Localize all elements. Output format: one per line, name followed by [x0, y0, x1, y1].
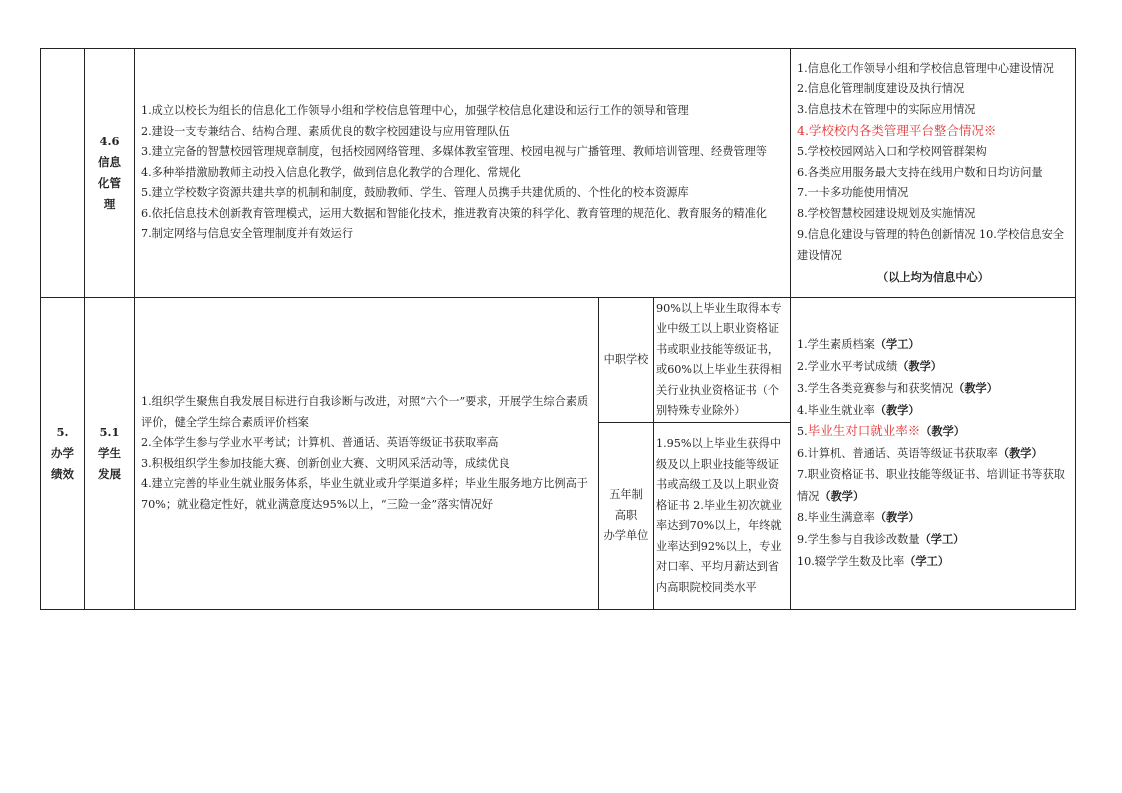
- requirement-item: 2.全体学生参与学业水平考试；计算机、普通话、英语等级证书获取率高: [141, 436, 499, 449]
- evidence-text: 6.计算机、普通话、英语等级证书获取率: [797, 447, 998, 461]
- evidence-text: 2.学业水平考试成绩: [797, 359, 898, 373]
- evaluation-table: [40, 48, 1076, 610]
- requirement-item: 1.成立以校长为组长的信息化工作领导小组和学校信息管理中心，加强学校信息化建设和运行工作的领导和管理: [141, 104, 689, 118]
- evidence-cell-4-6: [791, 49, 1076, 298]
- level2-line: 化管: [98, 176, 121, 190]
- evidence-text: 5.: [797, 425, 808, 439]
- level1-cell-empty: [41, 49, 85, 298]
- evidence-item: 6.各类应用服务最大支持在线用户数和日均访问量: [797, 165, 1043, 179]
- requirement-item: 3.积极组织学生参加技能大赛、创新创业大赛、文明风采活动等，成续优良: [141, 456, 510, 470]
- level2-line: 学生: [98, 446, 121, 460]
- school-type-standard-secondary: 90%以上毕业生取得本专业中级工以上职业资格证书或职业技能等级证书，或60%以上毕业生获得相关行业执业资格证书（个别特殊专业除外）: [654, 298, 791, 423]
- evidence-item: 1.信息化工作领导小组和学校信息管理中心建设情况: [797, 61, 1054, 75]
- level1-line: 办学: [51, 446, 74, 460]
- requirement-item: 6.依托信息技术创新教育管理模式，运用大数据和智能化技术，推进教育决策的科学化、教育管理的规范化、教育服务的精准化: [141, 206, 767, 220]
- evidence-item: 2.信息化管理制度建设及执行情况: [797, 82, 965, 96]
- level2-cell-4-6: [85, 49, 135, 298]
- level1-cell-5: [41, 298, 85, 610]
- dept-tag: （教学）: [897, 358, 942, 373]
- evidence-note: （以上均为信息中心）: [877, 269, 989, 284]
- dept-tag: （学工）: [919, 532, 965, 547]
- evidence-item: [797, 378, 1069, 400]
- label-line: 五年制: [609, 488, 643, 502]
- evidence-text: 3.学生各类竞赛参与和获奖情况: [797, 381, 954, 395]
- evidence-item: 9.信息化建设与管理的特色创新情况 10.学校信息安全建设情况: [797, 227, 1064, 262]
- evidence-text: 1.学生素质档案: [797, 338, 875, 352]
- evidence-item: 7.一卡多功能使用情况: [797, 186, 909, 200]
- school-type-label-secondary: 中职学校: [599, 298, 654, 423]
- requirement-item: 2.建设一支专兼结合、结构合理、素质优良的数字校园建设与应用管理队伍: [141, 124, 510, 138]
- evidence-item: 8.学校智慧校园建设规划及实施情况: [797, 207, 976, 221]
- evidence-cell-5-1: [791, 298, 1076, 610]
- dept-tag: （教学）: [953, 380, 998, 395]
- evidence-text: 4.毕业生就业率: [797, 403, 875, 417]
- evidence-item-highlight: 4.学校校内各类管理平台整合情况※: [797, 123, 997, 138]
- school-type-label-higher: [599, 423, 654, 610]
- dept-tag: （教学）: [997, 446, 1043, 461]
- evidence-item: 5.学校校园网站入口和学校网管群架构: [797, 144, 987, 158]
- evidence-text: 10.辍学学生数及比率: [797, 555, 905, 569]
- requirement-item: 4.建立完善的毕业生就业服务体系，毕业生就业或升学渠道多样；毕业生服务地方比例高于70%；就业稳定性好，就业满意度达95%以上，“三险一金”落实情况好: [141, 477, 588, 511]
- requirement-item: 4.多种举措激励教师主动投入信息化教学，做到信息化教学的合理化、常规化: [141, 165, 521, 179]
- evidence-item: [797, 465, 1069, 508]
- dept-tag: （学工）: [904, 554, 950, 569]
- requirements-cell-5-1: [135, 298, 599, 610]
- level2-line: 5.1: [99, 425, 120, 439]
- dept-tag: （教学）: [874, 510, 920, 525]
- level2-cell-5-1: [85, 298, 135, 610]
- table-row-5-1-a: [41, 298, 1076, 423]
- label-line: 高职: [614, 508, 638, 522]
- requirement-item: 7.制定网络与信息安全管理制度并有效运行: [141, 227, 354, 241]
- requirement-item: 1.组织学生聚焦自我发展目标进行自我诊断与改进，对照“六个一”要求，开展学生综合素质评价，健全学生综合素质评价档案: [141, 395, 589, 429]
- dept-tag: （学工）: [874, 337, 920, 352]
- evidence-item: 3.信息技术在管理中的实际应用情况: [797, 103, 976, 117]
- level2-line: 4.6: [99, 134, 120, 148]
- evidence-item: [797, 421, 1069, 443]
- evidence-item: [797, 551, 1069, 573]
- level2-line: 发展: [98, 467, 121, 481]
- school-type-standard-higher: 1.95%以上毕业生获得中级及以上职业技能等级证书或高级工及以上职业资格证书 2.毕业生初次就业率达到70%以上，年终就业率达到92%以上，专业对口率、平均月薪达到省内高职院校同类水平: [654, 423, 791, 610]
- evidence-item: [797, 507, 1069, 529]
- evidence-item: [797, 356, 1069, 378]
- evidence-item: [797, 443, 1069, 465]
- dept-tag: （教学）: [874, 402, 920, 417]
- level1-line: 绩效: [51, 467, 74, 481]
- requirement-item: 3.建立完备的智慧校园管理规章制度，包括校园网络管理、多媒体教室管理、校园电视与广播管理、教师培训管理、经费管理等: [141, 145, 767, 159]
- dept-tag: （教学）: [819, 488, 865, 503]
- evidence-text: 7.职业资格证书、职业技能等级证书、培训证书等获取情况: [797, 467, 1065, 503]
- label-line: 办学单位: [603, 529, 649, 543]
- evidence-item: [797, 529, 1069, 551]
- level2-line: 信息: [98, 155, 121, 169]
- evidence-text: 8.毕业生满意率: [797, 511, 875, 525]
- evidence-item: [797, 334, 1069, 356]
- level2-line: 理: [103, 197, 116, 211]
- evidence-highlight: 毕业生对口就业率※: [807, 423, 921, 439]
- level1-line: 5.: [56, 425, 69, 439]
- evidence-text: 9.学生参与自我诊改数量: [797, 533, 920, 547]
- evidence-item: [797, 400, 1069, 422]
- table-row-4-6: [41, 49, 1076, 298]
- requirements-cell-4-6: [135, 49, 791, 298]
- dept-tag: （教学）: [920, 424, 965, 439]
- requirement-item: 5.建立学校数字资源共建共享的机制和制度，鼓励教师、学生、管理人员携手共建优质的、个性化的校本资源库: [141, 186, 689, 200]
